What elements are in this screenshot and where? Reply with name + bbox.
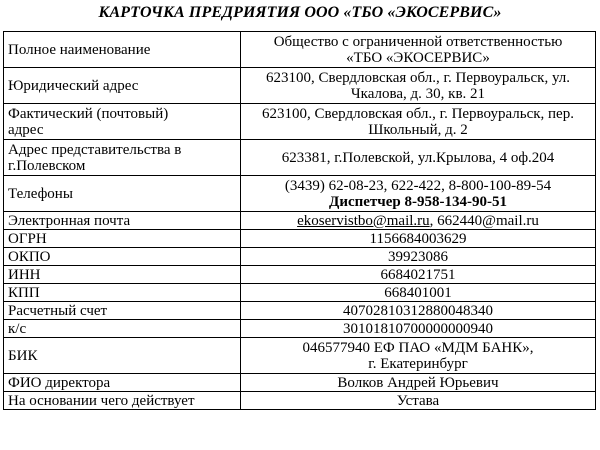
full-name-line-1: Общество с ограниченной ответственностью	[273, 33, 563, 50]
value-legal-address	[241, 68, 596, 104]
table-row-full-name	[4, 32, 596, 68]
label-bik: БИК	[4, 338, 241, 374]
label-legal-address: Юридический адрес	[4, 68, 241, 104]
label-kpp: КПП	[4, 284, 241, 302]
table-row-kpp	[4, 284, 596, 302]
label-phones: Телефоны	[4, 176, 241, 212]
legal-address-line-2: Чкалова, д. 30, кв. 21	[350, 85, 486, 102]
full-name-line-2: «ТБО «ЭКОСЕРВИС»	[346, 49, 490, 66]
table-row-postal-address	[4, 104, 596, 140]
email-separator: ,	[429, 212, 438, 229]
value-inn: 6684021751	[241, 266, 596, 284]
table-row-legal-address	[4, 68, 596, 104]
dispatcher-phone: Диспетчер 8-958-134-90-51	[329, 193, 507, 210]
value-ogrn: 1156684003629	[241, 230, 596, 248]
legal-address-line-1: 623100, Свердловская обл., г. Первоуральск, ул.	[265, 69, 571, 86]
value-bik	[241, 338, 596, 374]
postal-address-label-line-2: адрес	[8, 121, 44, 138]
label-full-name: Полное наименование	[4, 32, 241, 68]
table-row-okpo	[4, 248, 596, 266]
table-row-corr-account	[4, 320, 596, 338]
value-corr-account: 30101810700000000940	[241, 320, 596, 338]
table-row-ogrn	[4, 230, 596, 248]
value-postal-address	[241, 104, 596, 140]
label-ogrn: ОГРН	[4, 230, 241, 248]
table-row-inn	[4, 266, 596, 284]
branch-address-label-line-2: г.Полевском	[8, 157, 86, 174]
label-corr-account: к/с	[4, 320, 241, 338]
phones-line: (3439) 62-08-23, 622-422, 8-800-100-89-54	[284, 177, 552, 194]
email-second: 662440@mail.ru	[437, 212, 539, 229]
label-postal-address	[4, 104, 241, 140]
label-okpo: ОКПО	[4, 248, 241, 266]
label-director: ФИО директора	[4, 374, 241, 392]
value-phones	[241, 176, 596, 212]
bik-line-2: г. Екатеринбург	[368, 355, 468, 372]
label-email: Электронная почта	[4, 212, 241, 230]
label-inn: ИНН	[4, 266, 241, 284]
bik-line-1: 046577940 ЕФ ПАО «МДМ БАНК»,	[302, 339, 534, 356]
label-account: Расчетный счет	[4, 302, 241, 320]
document-title: КАРТОЧКА ПРЕДРИЯТИЯ ООО «ТБО «ЭКОСЕРВИС»	[98, 4, 502, 21]
value-full-name	[241, 32, 596, 68]
company-card-table	[3, 31, 596, 410]
table-row-basis	[4, 392, 596, 410]
branch-address-label-line-1: Адрес представительства в	[8, 141, 182, 158]
label-branch-address	[4, 140, 241, 176]
label-basis: На основании чего действует	[4, 392, 241, 410]
table-row-account	[4, 302, 596, 320]
table-row-email	[4, 212, 596, 230]
value-basis: Устава	[241, 392, 596, 410]
postal-address-line-1: 623100, Свердловская обл., г. Первоуральск, пер.	[262, 105, 574, 122]
postal-address-line-2: Школьный, д. 2	[368, 121, 468, 138]
email-link[interactable]: ekoservistbo@mail.ru	[297, 212, 430, 229]
value-director: Волков Андрей Юрьевич	[241, 374, 596, 392]
table-row-phones	[4, 176, 596, 212]
table-row-branch-address	[4, 140, 596, 176]
value-email	[241, 212, 596, 230]
table-row-director	[4, 374, 596, 392]
value-branch-address: 623381, г.Полевской, ул.Крылова, 4 оф.204	[241, 140, 596, 176]
value-okpo: 39923086	[241, 248, 596, 266]
value-account: 40702810312880048340	[241, 302, 596, 320]
table-row-bik	[4, 338, 596, 374]
postal-address-label-line-1: Фактический (почтовый)	[8, 105, 169, 122]
value-kpp: 668401001	[241, 284, 596, 302]
